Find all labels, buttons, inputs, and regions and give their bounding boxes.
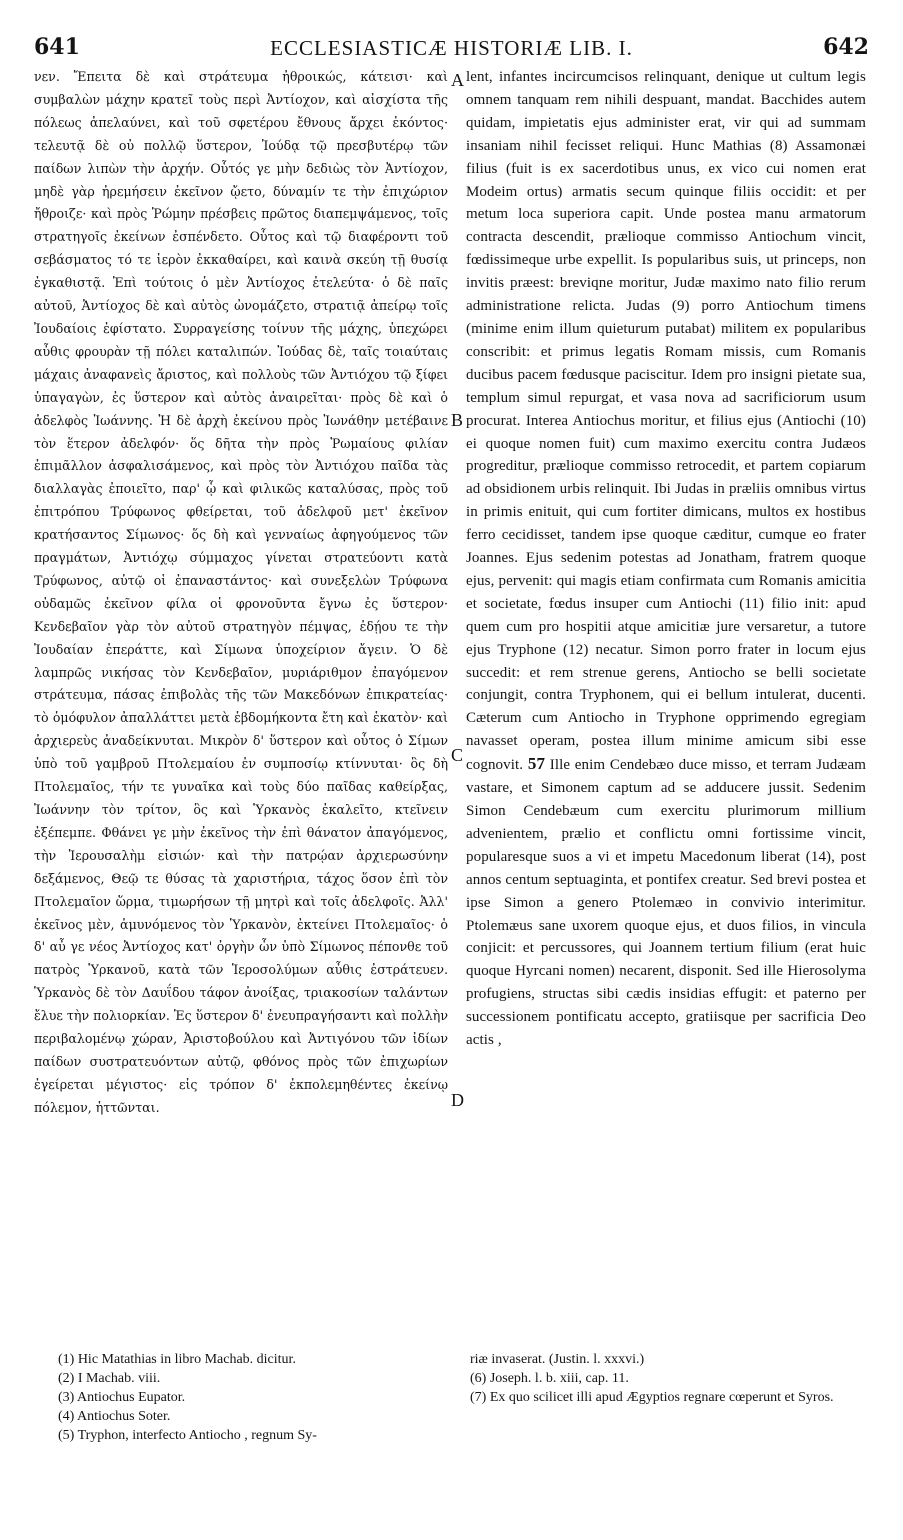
footnote: (2) I Machab. viii. bbox=[58, 1371, 161, 1386]
footnotes-right bbox=[470, 1350, 870, 1407]
footnote: (5) Tryphon, interfecto Antiocho , regnum Sy- bbox=[58, 1428, 317, 1443]
running-title: ECCLESIASTICÆ HISTORIÆ LIB. I. bbox=[270, 36, 633, 60]
latin-text-column bbox=[466, 66, 866, 1304]
latin-paragraph bbox=[466, 66, 866, 1052]
margin-letter-c: C bbox=[451, 745, 464, 765]
page-number-right: 642 bbox=[823, 34, 869, 60]
footnotes-left bbox=[58, 1350, 453, 1445]
margin-letter-b: B bbox=[451, 410, 464, 430]
page-number-left: 641 bbox=[34, 34, 80, 60]
margin-letter-d: D bbox=[451, 1090, 464, 1110]
latin-text-continued: Ille enim Cendebæo duce misso, et terram Judæam vastare, et Simonem captum ad se adducere jussit. Sedenim Simon Cendebæum cum exercitu plurimorum millium advenientem, prælio et conflictu omni fortissime vincit, popularesque suos a vi et impetu Macedonum liberat (14), post annos centum septuaginta, et pontifex creatur. Sed brevi postea et ipse Simon a genero Ptolemæo in convivio interimitur. Ptolemæus sane uxorem quoque ejus, et duos filios, in vincula conjicit: et percussores, qui Joannem tertium filium (erat huic quoque Hyrcani nomen) necarent, disponit. Sed ille Hierosolyma profugiens, structas sibi cædis insidias effugit: et paterno per successionem pontificatu accepto, gratiisque per sacrificia Deo actis , bbox=[466, 757, 866, 1049]
footnote: riæ invaserat. (Justin. l. xxxvi.) bbox=[470, 1352, 645, 1367]
greek-paragraph: νεν. Ἔπειτα δὲ καὶ στράτευμα ἠθροικώς, κάτεισι· καὶ συμβαλὼν μάχην κρατεῖ τοὺς περὶ Ἀντίοχον, καὶ αἰσχίστα τῆς πόλεως ἀπελαύνει, καὶ τοῦ σφετέρου ἔθνους ἄρχει ἑκόντος· τελευτᾷ δὲ οὐ πολλῷ ὕστερον, Ἰούδᾳ τῷ πρεσβυτέρῳ τῶν παίδων λιπὼν τὴν ἀρχήν. Οὗτός γε μὴν δεδιὼς τὸν Ἀντίοχον, μηδὲ γὰρ ἠρεμήσειν ἐκεῖνον ᾤετο, δύναμίν τε τὴν ἐπιχώριον ἤθροιζε· καὶ πρὸς Ῥώμην πρέσβεις πρῶτος διαπεμψάμενος, τοῖς στρατηγοῖς ἐκείνων ἐσπένδετο. Οὗτος καὶ τῷ διαφέροντι τοῦ σεβάσματος τό τε ἱερὸν ἐκκαθαίρει, καὶ καινὰ σκεύη τῇ θυσίᾳ ἐγκαθιστᾷ. Ἐπὶ τούτοις ὁ μὲν Ἀντίοχος ἐτελεύτα· ὁ δὲ παῖς αὐτοῦ, Ἀντίοχος δὲ καὶ αὐτὸς ὠνομάζετο, στρατιᾷ ἀπείρῳ τοῖς Ἰουδαίοις ἐφίστατο. Συρραγείσης τοίνυν τῆς μάχης, ὑπεχώρει αὖθις φρουρὰν τῇ πόλει καταλιπών. Ἰούδας δὲ, ταῖς τοιαύταις μάχαις ἀναφανεὶς ἄριστος, καὶ πολλοὺς τῶν Ἀντιόχου τῷ ξίφει ὑπαγαγὼν, ἐς ὕστερον καὶ αὐτὸς ἀναιρεῖται· πρὸς δὲ καὶ ὁ ἀδελφὸς Ἰωάννης. Ἡ δὲ ἀρχὴ ἐκείνου πρὸς Ἰωνάθην μετέβαινε τὸν ἕτερον ἀδελφόν· ὅς δῆτα τὴν πρὸς Ῥωμαίους φιλίαν ἐπιμᾶλλον ἀσφαλισάμενος, καὶ πρὸς τὸν Ἀντιόχου παῖδα τὰς διαλλαγὰς ἐποιεῖτο, παρ' ᾧ καὶ φιλικῶς καταλύσας, πρὸς τοῦ ἐπιτρόπου Τρύφωνος φθείρεται, τοῦ ἀδελφοῦ μετ' ἐκεῖνον κρατήσαντος Σίμωνος· ὅς δὴ καὶ γενναίως ἀφηγούμενος τῶν πραγμάτων, Ἀντιόχῳ σύμμαχος γίνεται στρατεύοντι κατὰ Τρύφωνος, αὐτῷ οἱ ἐπαναστάντος· καὶ συνεξελὼν Τρύφωνα οὐδαμῶς ἐκεῖνον φίλα οἱ φρονοῦντα ἔγνω ἐς ὕστερον· Κενδεβαῖον γὰρ τὸν αὐτοῦ στρατηγὸν πέμψας, ἐδῄου τε τὴν Ἰουδαίαν ἐπεράττε, καὶ Σίμωνα ὑποχείριον ἄγειν. Ὁ δὲ λαμπρῶς νικήσας τὸν Κενδεβαῖον, μυριάριθμον ἐπαγόμενον στράτευμα, πάσας ἐπιβολὰς τῆς τῶν Μακεδόνων ἐπικρατείας· τὸ ὁμόφυλον ἀπαλλάττει μετὰ ἑβδομήκοντα ἔτη καὶ ἑκατὸν· καὶ ἀρχιερεὺς ἀναδείκνυται. Μικρὸν δ' ὕστερον καὶ οὗτος ὁ Σίμων ὑπὸ τοῦ γαμβροῦ Πτολεμαίου ἐν συμποσίῳ κτίννυται· ὃς δὴ Πτολεμαῖος, τήν τε γυναῖκα καὶ τοὺς δύο παῖδας καθείρξας, Ἰωάννην τὸν τρίτον, ὃς καὶ Ὑρκανὸς ἐκαλεῖτο, κτεῖνειν ἐξέπεμπε. Φθάνει γε μὴν ἐκεῖνος τὴν ἐπὶ θάνατον ἀπαγόμενος, τὴν Ἱερουσαλὴμ εἰσιών· καὶ τὴν πατρῴαν ἀρχιερωσύνην δεξάμενος, Θεῷ τε θύσας τὰ χαριστήρια, τάχος ὅσον ἐπὶ τὸν Πτολεμαῖον ὥρμα, τιμωρήσων τῇ μητρὶ καὶ τοῖς ἀδελφοῖς. Ἀλλ' ἐκεῖνος μὲν, ἀμυνόμενος τὸν Ὑρκανὸν, ἐκτείνει Πτολεμαῖος· ὁ δ' αὖ γε νέος Ἀντίοχος κατ' ὀργὴν ὧν ὑπὸ Σίμωνος πέπονθε τοῦ πατρὸς Ὑρκανοῦ, κατὰ τῶν Ἱεροσολύμων αὖθις ἐστράτευεν. Ὑρκανὸς δὲ τὸν Δαυΐδου τάφον ἀνοίξας, τριακοσίων ταλάντων ἔλυε τὴν πολιορκίαν. Ἐς ὕστερον δ' ἐνευπραγήσαντι καὶ πολλὴν περιβαλομένῳ χώραν, Ἀριστοβούλου καὶ Ἀντιγόνου τῶν ἰδίων παίδων συστρατευόντων αὐτῷ, φθόνος πρὸς τῶν ἐπιχωρίων ἐγείρεται μέγιστος· εἰς τρόπον δ' ἐκπολεμηθέντες ἐκείνῳ πόλεμον, ἡττῶνται. bbox=[34, 69, 448, 1115]
margin-letter-a: A bbox=[451, 70, 464, 90]
section-number: 57 bbox=[527, 754, 546, 774]
greek-text-column bbox=[34, 66, 448, 1304]
footnote: (6) Joseph. l. b. xiii, cap. 11. bbox=[470, 1371, 629, 1386]
footnote: (3) Antiochus Eupator. bbox=[58, 1390, 186, 1405]
footnote: (1) Hic Matathias in libro Machab. dicitur. bbox=[58, 1352, 296, 1367]
footnote: (4) Antiochus Soter. bbox=[58, 1409, 171, 1424]
footnote: (7) Ex quo scilicet illi apud Ægyptios regnare cœperunt et Syros. bbox=[470, 1390, 834, 1405]
latin-text: lent, infantes incircumcisos relinquant, denique ut cultum legis omnem tanquam rem nihili despuant, mandat. Bacchides autem quidam, impietatis ejus administer erat, vir qui ad summam insaniam nihil fecisset reliqui. Hunc Mathias (8) Assamonæi filius (fuit is ex sacerdotibus unus, ex vico cui nomen erat Modeim ortus) armatis secum quinque filiis occidit: et per metum loca superiora capit. Unde postea manu armatorum contracta descendit, prælioque commisso Antiochum vincit, fœdissimeque urbe expellit. Is popularibus suis, ut princeps, non invitis præest: breviqne moritur, Judæ maximo nato filio rerum administratione relicta. Judas (9) porro Antiochum timens (minime enim illum quieturum putabat) militem ex popularibus conscribit: et primus legatis Romam missis, cum Romanis ducibus pacem fœdusque paciscitur. Idem pro insigni pietate sua, templum simul repurgat, et vasa nova ad sacrificiorum usum procurat. Interea Antiochus moritur, et filius ejus (Antiochi (10) ei quoque nomen fuit) cum maximo exercitu contra Judæos progreditur, prælioque commisso retrocedit, et partem copiarum ad obsidionem urbis relinquit. Ibi Judas in præliis omnibus virtus in primis enituit, qui cum fortiter dimicans, multos ex hostibus ferro cecidisset, tandem ipse quoque cæditur, cumque eo frater Joannes. Ejus sedenim potestas ad Jonatham, fratrem quoque ejus, pervenit: qui magis etiam confirmata cum Romanis amicitia et societate, fœdus insuper cum Antiochi (11) filio init: apud quem cum pro hospitii atque amicitiæ jure versaretur, a tutore ejus Tryphone (12) necatur. Simon porro frater in locum ejus succedit: et rem strenue gerens, Antiocho se belli societate conjungit, contra Tryphonem, qui ei bellum intulerat, ducenti. Cæterum cum Antiocho in Tryphone opprimendo egregiam navasset operam, postea illum minime amicum sibi esse cognovit. bbox=[466, 69, 866, 774]
running-header bbox=[34, 34, 869, 64]
